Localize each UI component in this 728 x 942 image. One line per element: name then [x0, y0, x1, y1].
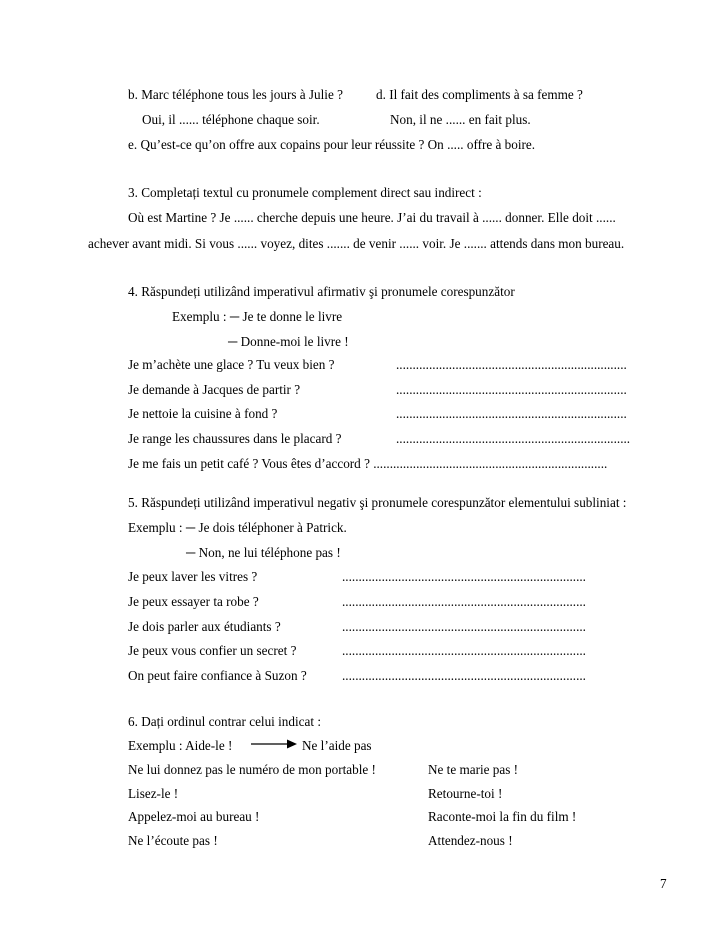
ex4-question: Je demande à Jacques de partir ?: [128, 382, 301, 397]
ex5-question: Je peux vous confier un secret ?: [128, 643, 297, 658]
ex6-example-right: Ne l’aide pas: [302, 738, 372, 753]
ex2-d-answer: Non, il ne ...... en fait plus.: [390, 112, 531, 127]
ex2-b-question: b. Marc téléphone tous les jours à Julie ?: [128, 87, 343, 102]
ex4-answer-blank: ......................................................................: [396, 382, 627, 397]
ex6-right-item: Ne te marie pas !: [428, 762, 519, 777]
ex5-answer-blank: ..........................................................................: [342, 619, 586, 634]
page-number: 7: [660, 876, 667, 891]
ex6-example-left: Exemplu : Aide-le !: [128, 738, 233, 753]
ex6-left-item: Ne lui donnez pas le numéro de mon portable !: [128, 762, 376, 777]
ex4-answer-blank: ......................................................................: [396, 406, 627, 421]
ex4-answer-blank: .......................................................................: [396, 431, 631, 446]
ex4-example: Exemplu : ─ Je te donne le livre: [172, 309, 343, 324]
ex4-answer-blank: ......................................................................: [396, 357, 627, 372]
ex6-right-item: Retourne-toi !: [428, 786, 503, 801]
ex5-answer-blank: ..........................................................................: [342, 569, 586, 584]
ex5-question: Je dois parler aux étudiants ?: [128, 619, 281, 634]
ex2-e-line: e. Qu’est-ce qu’on offre aux copains pour leur réussite ? On ..... offre à boire.: [128, 137, 536, 152]
ex4-question: Je nettoie la cuisine à fond ?: [128, 406, 278, 421]
ex5-question: Je peux essayer ta robe ?: [128, 594, 259, 609]
ex3-text-line-1: Où est Martine ? Je ...... cherche depuis une heure. J’ai du travail à ...... donner. Elle doit ......: [128, 210, 616, 225]
ex5-example-answer: ─ Non, ne lui téléphone pas !: [186, 545, 341, 560]
ex2-d-question: d. Il fait des compliments à sa femme ?: [376, 87, 583, 102]
ex4-example-answer: ─ Donne-moi le livre !: [228, 334, 349, 349]
ex5-question: Je peux laver les vitres ?: [128, 569, 258, 584]
ex6-left-item: Appelez-moi au bureau !: [128, 809, 260, 824]
ex5-example: Exemplu : ─ Je dois téléphoner à Patrick.: [128, 520, 347, 535]
right-arrow-icon: [250, 738, 298, 750]
ex5-answer-blank: ..........................................................................: [342, 668, 586, 683]
ex5-title: 5. Răspundeți utilizând imperativul negativ şi pronumele corespunzător elementului subliniat :: [128, 495, 627, 510]
ex4-title: 4. Răspundeți utilizând imperativul afirmativ şi pronumele corespunzător: [128, 284, 515, 299]
ex6-right-item: Raconte-moi la fin du film !: [428, 809, 577, 824]
ex5-answer-blank: ..........................................................................: [342, 643, 586, 658]
ex5-answer-blank: ..........................................................................: [342, 594, 586, 609]
ex6-title: 6. Dați ordinul contrar celui indicat :: [128, 714, 321, 729]
ex6-right-item: Attendez-nous !: [428, 833, 513, 848]
ex4-question: Je range les chaussures dans le placard ?: [128, 431, 342, 446]
ex2-b-answer: Oui, il ...... téléphone chaque soir.: [142, 112, 320, 127]
ex3-text-line-2: achever avant midi. Si vous ...... voyez, dites ....... de venir ...... voir. Je ....... attends dans mon bureau.: [88, 236, 625, 251]
ex6-left-item: Ne l’écoute pas !: [128, 833, 218, 848]
ex5-question: On peut faire confiance à Suzon ?: [128, 668, 307, 683]
ex6-left-item: Lisez-le !: [128, 786, 179, 801]
ex4-last-question: Je me fais un petit café ? Vous êtes d’accord ? .......................................................................: [128, 456, 608, 471]
ex3-title: 3. Completați textul cu pronumele complement direct sau indirect :: [128, 185, 482, 200]
ex4-question: Je m’achète une glace ? Tu veux bien ?: [128, 357, 335, 372]
